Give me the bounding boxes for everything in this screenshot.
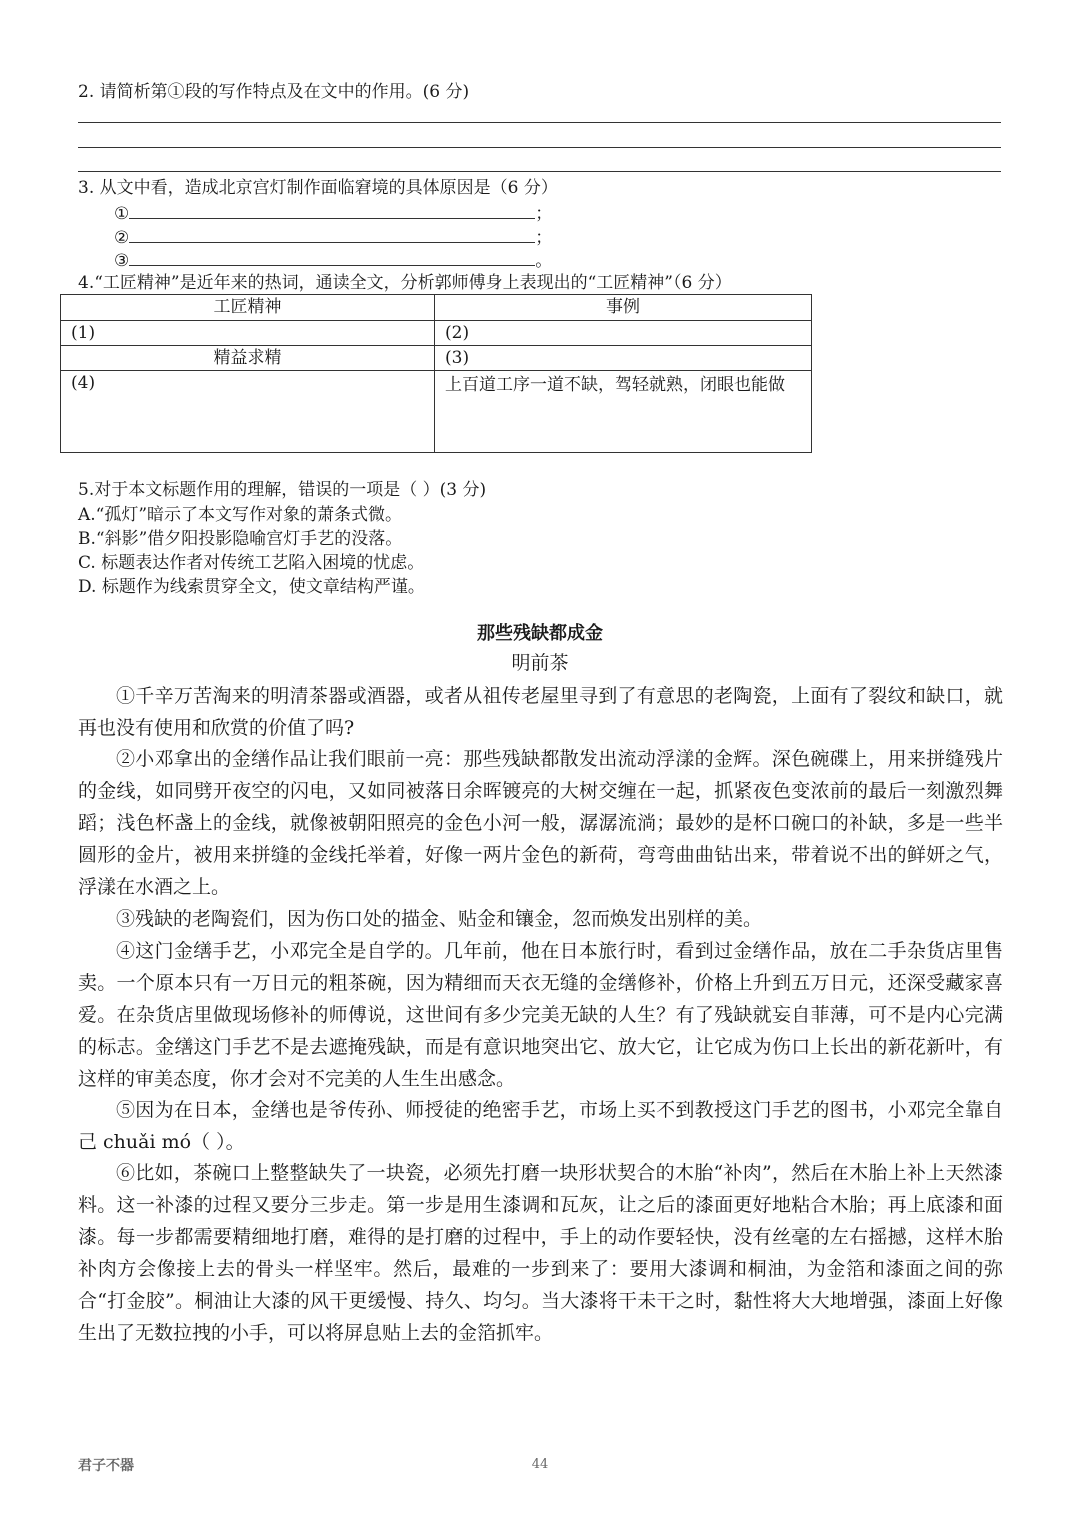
article-paragraph-2: ②小邓拿出的金缮作品让我们眼前一亮：那些残缺都散发出流动浮漾的金辉。深色碗碟上，用来拼缝残片的金线，如同劈开夜空的闪电，又如同被落日余晖镀亮的大树交缠在一起，抓紧夜色变浓前的最后一刻激烈舞蹈；浅色杯盏上的金线，就像被朝阳照亮的金色小河一般，潺潺流淌；最妙的是杯口碗口的补缺，多是一些半圆形的金片，被用来拼缝的金线托举着，好像一两片金色的新荷，弯弯曲曲钻出来，带着说不出的鲜妍之气，浮漾在水酒之上。 — [78, 748, 1003, 898]
craftsman-spirit-table — [60, 294, 812, 453]
fill-line — [129, 200, 535, 219]
option-a: A.“孤灯”暗示了本文写作对象的萧条式微。 — [78, 505, 403, 525]
blank-punct: 。 — [535, 251, 553, 271]
blank-punct: ； — [535, 204, 553, 224]
question-2: 2. 请简析第①段的写作特点及在文中的作用。(6 分) — [78, 82, 470, 102]
answer-line — [78, 122, 1001, 123]
blank-number: ③ — [114, 251, 130, 271]
answer-line — [78, 171, 1001, 172]
question-5: 5.对于本文标题作用的理解，错误的一项是（ ）(3 分) — [78, 480, 487, 500]
table-header-row — [61, 295, 812, 321]
article-paragraph-4: ④这门金缮手艺，小邓完全是自学的。几年前，他在日本旅行时，看到过金缮作品，放在二手杂货店里售卖。一个原本只有一万日元的粗茶碗，因为精细而天衣无缝的金缮修补，价格上升到五万日元，还深受藏家喜爱。在杂货店里做现场修补的师傅说，这世间有多少完美无缺的人生？有了残缺就妄自菲薄，可不是内心完满的标志。金缮这门手艺不是去遮掩残缺，而是有意识地突出它、放大它，让它成为伤口上长出的新花新叶，有这样的审美态度，你才会对不完美的人生生出感念。 — [78, 940, 1003, 1090]
table-cell: (4) — [61, 371, 435, 453]
option-c: C. 标题表达作者对传统工艺陷入困境的忧虑。 — [78, 553, 425, 573]
fill-line — [129, 224, 535, 243]
question-4: 4.“工匠精神”是近年来的热词，通读全文，分析郭师傅身上表现出的“工匠精神”（6 分） — [78, 273, 732, 293]
article-paragraph-3: ③残缺的老陶瓷们，因为伤口处的描金、贴金和镶金，忽而焕发出别样的美。 — [116, 908, 763, 930]
article-paragraph-6: ⑥比如，茶碗口上整整缺失了一块瓷，必须先打磨一块形状契合的木胎“补肉”，然后在木胎上补上天然漆料。这一补漆的过程又要分三步走。第一步是用生漆调和瓦灰，让之后的漆面更好地粘合木胎；再上底漆和面漆。每一步都需要精细地打磨，难得的是打磨的过程中，手上的动作要轻快，没有丝毫的左右摇撼，这样木胎补肉方会像接上去的骨头一样坚牢。然后，最难的一步到来了：要用大漆调和桐油，为金箔和漆面之间的弥合“打金胶”。桐油让大漆的风干更缓慢、持久、均匀。当大漆将干未干之时，黏性将大大地增强，漆面上好像生出了无数拉拽的小手，可以将屏息贴上去的金箔抓牢。 — [78, 1162, 1003, 1344]
article-paragraph-5: ⑤因为在日本，金缮也是爷传孙、师授徒的绝密手艺，市场上买不到教授这门手艺的图书，小邓完全靠自己 chuǎi mó（ ）。 — [78, 1099, 1003, 1153]
option-b: B.“斜影”借夕阳投影隐喻宫灯手艺的没落。 — [78, 529, 403, 549]
table-row — [61, 346, 812, 371]
question-3: 3. 从文中看，造成北京宫灯制作面临窘境的具体原因是（6 分） — [78, 178, 558, 198]
table-cell: 上百道工序一道不缺，驾轻就熟，闭眼也能做 — [435, 371, 812, 453]
article-title: 那些残缺都成金 — [477, 623, 603, 644]
fill-line — [129, 247, 535, 266]
answer-line — [78, 147, 1001, 148]
blank-punct: ； — [535, 228, 553, 248]
table-header: 事例 — [435, 295, 812, 321]
answer-blank-3 — [114, 247, 552, 273]
table-cell: (3) — [435, 346, 812, 371]
table-cell: (2) — [435, 321, 812, 346]
blank-number: ② — [114, 228, 130, 248]
article-author: 明前茶 — [511, 652, 569, 674]
table-header: 工匠精神 — [61, 295, 435, 321]
table-row — [61, 371, 812, 453]
article-paragraph-1: ①千辛万苦淘来的明清茶器或酒器，或者从祖传老屋里寻到了有意思的老陶瓷，上面有了裂纹和缺口，就再也没有使用和欣赏的价值了吗? — [78, 685, 1003, 739]
table-cell: (1) — [61, 321, 435, 346]
table-cell: 精益求精 — [61, 346, 435, 371]
table-row — [61, 321, 812, 346]
page-number: 44 — [531, 1457, 549, 1472]
footer-label: 君子不器 — [78, 1458, 134, 1474]
option-d: D. 标题作为线索贯穿全文，使文章结构严谨。 — [78, 577, 425, 597]
answer-blank-1 — [114, 200, 552, 226]
blank-number: ① — [114, 204, 130, 224]
